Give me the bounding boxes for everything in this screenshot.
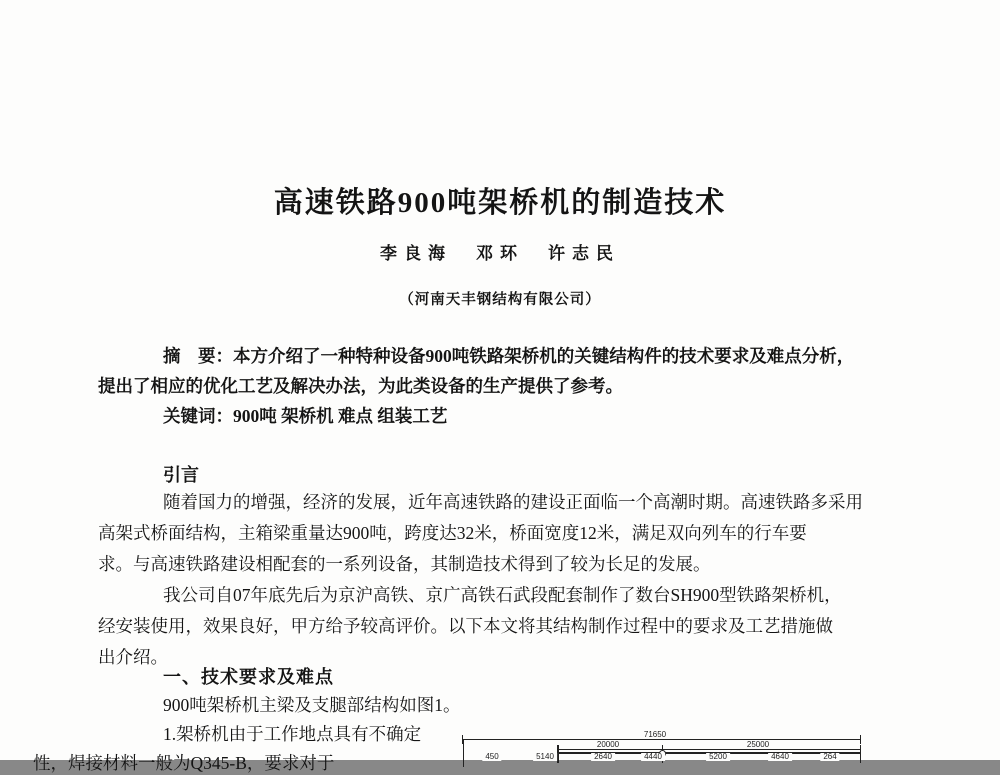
body-line: 求。与高速铁路建设相配套的一系列设备，其制造技术得到了较为长足的发展。 [98,554,711,574]
abstract-block [98,341,910,431]
body-line: 高架式桥面结构，主箱梁重量达900吨，跨度达32米，桥面宽度12米，满足双向列车的行车要 [98,523,807,543]
figure1-dim-right-label: 25000 [744,741,772,749]
section1-line-clipped: 性，焊接材料一般为Q345-B，要求对于 [33,753,335,773]
figure1-bottom-dim: 5200 [706,753,730,761]
section1-heading: 一、技术要求及难点 [163,667,334,687]
abstract-line: 提出了相应的优化工艺及解决办法，为此类设备的生产提供了参考。 [98,376,623,396]
introduction-paragraph-2 [98,580,910,673]
abstract-line: 摘 要：本方介绍了一种特种设备900吨铁路架桥机的关键结构件的技术要求及难点分析， [163,346,855,366]
body-line: 我公司自07年底先后为京沪高铁、京广高铁石武段配套制作了数台SH900型铁路架桥机， [163,585,842,605]
introduction-paragraph-1 [98,487,910,580]
figure1-bottom-dim: 4640 [768,753,792,761]
figure1-tick [860,745,861,763]
figure1-bottom-dim: 4440 [641,753,665,761]
introduction-heading: 引言 [163,465,199,485]
section1-line: 900吨架桥机主梁及支腿部结构如图1。 [163,695,461,715]
figure1-left-upright [463,740,464,767]
body-line: 随着国力的增强，经济的发展，近年高速铁路的建设正面临一个高潮时期。高速铁路多采用 [163,492,863,512]
figure1-bottom-dim: 2640 [591,753,615,761]
figure1-dim-line-total [462,739,861,740]
keywords-line: 关键词：900吨 架桥机 难点 组装工艺 [163,406,448,426]
paper-affiliation: （河南天丰钢结构有限公司） [399,292,601,308]
body-line: 经安装使用，效果良好，甲方给予较高评价。以下本文将其结构制作过程中的要求及工艺措施做 [98,616,833,636]
body-line: 出介绍。 [98,647,168,667]
figure1-bottom-dim: 5140 [533,753,557,761]
figure1-dim-line-second [557,749,861,750]
section1-line: 1.架桥机由于工作地点具有不确定 [163,724,422,744]
figure1-bottom-dim: 450 [482,753,501,761]
figure1-drawing [458,727,868,767]
figure1-bottom-dim: 264 [820,753,839,761]
figure1-tick [860,735,861,744]
paper-title: 高速铁路900吨架桥机的制造技术 [273,187,727,219]
figure1-tick [557,745,559,763]
paper-authors: 李良海 邓环 许志民 [380,244,620,263]
figure1-dim-total-label: 71650 [641,731,669,739]
figure1-dim-left-label: 20000 [594,741,622,749]
